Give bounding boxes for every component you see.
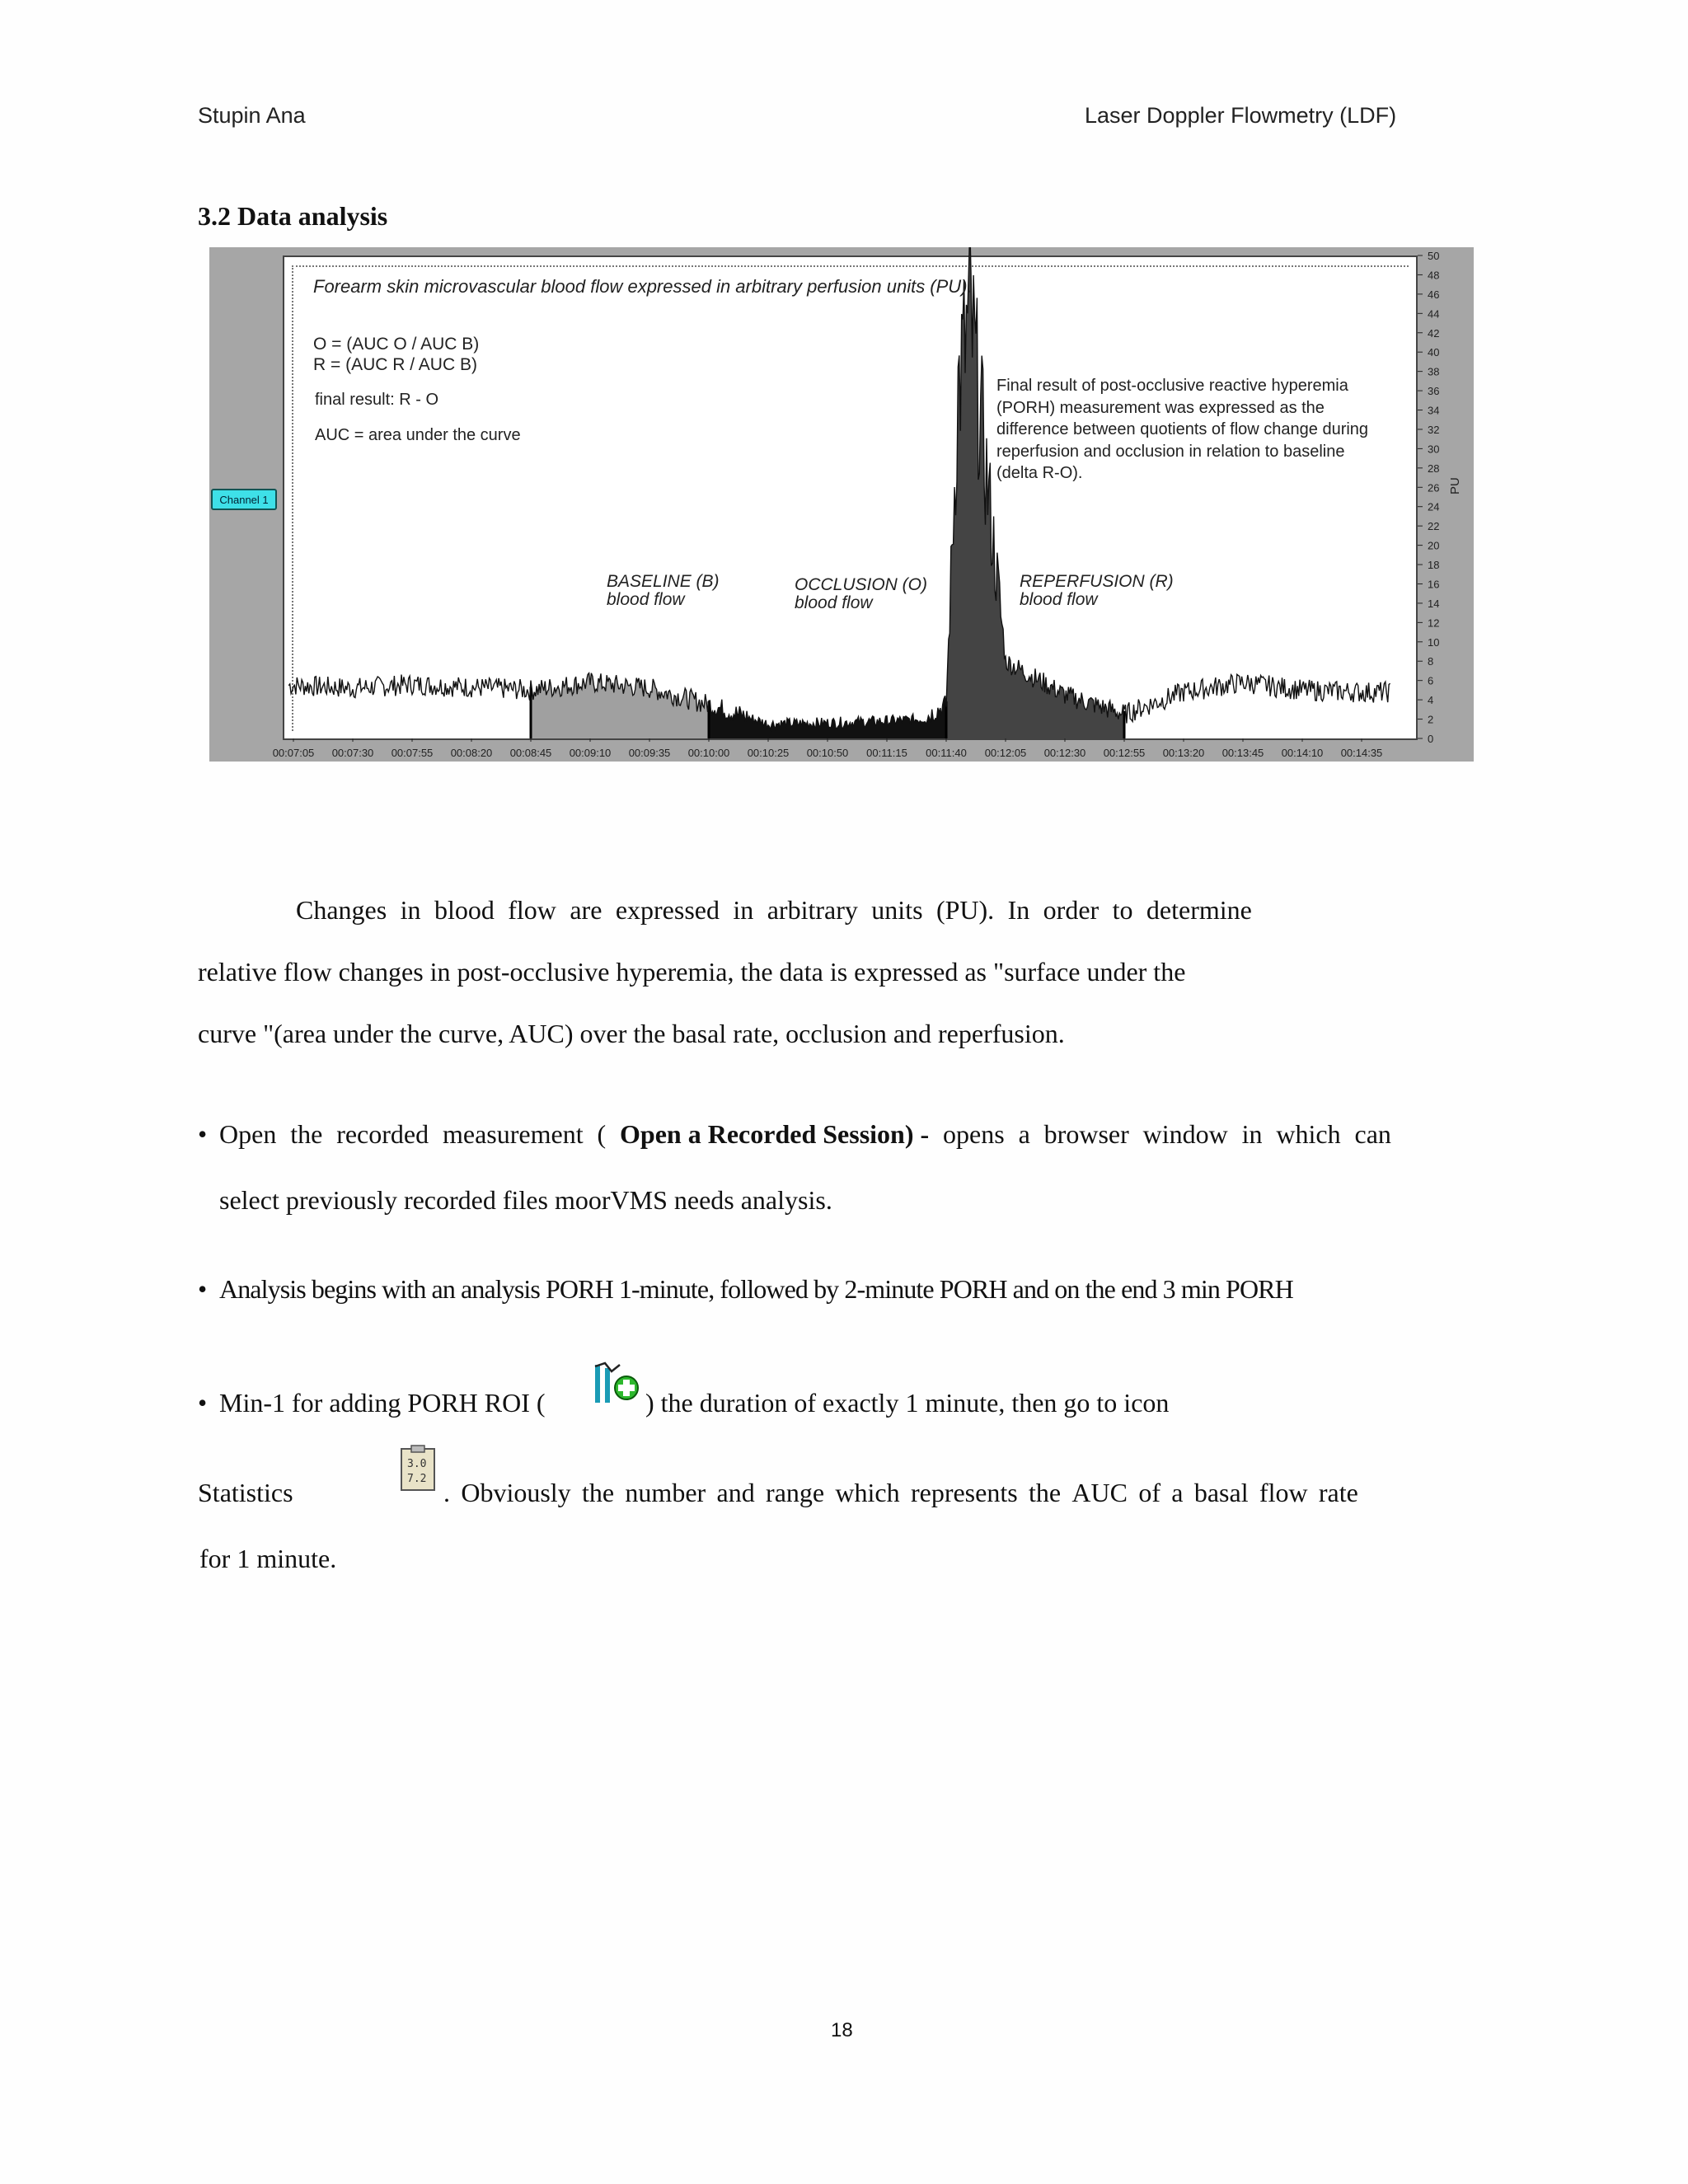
y-tick-label: 36 — [1428, 385, 1440, 398]
bullet-2-text: Analysis begins with an analysis PORH 1-minute, followed by 2-minute PORH and on the end 3 min PORH — [219, 1274, 1293, 1304]
x-tick-label: 00:12:30 — [1043, 747, 1086, 759]
bullet-word: the — [290, 1119, 323, 1149]
paragraph-word: in — [733, 895, 754, 925]
y-tick-label: 10 — [1428, 635, 1440, 649]
bullet-word: measurement — [443, 1119, 584, 1149]
bullet-3-line-3: for 1 minute. — [199, 1544, 337, 1573]
auc-definition: AUC = area under the curve — [315, 426, 521, 444]
bullet-word: range — [766, 1478, 825, 1507]
bullet-word: recorded — [336, 1119, 429, 1149]
y-tick-label: 4 — [1428, 694, 1434, 707]
bullet-word: rate — [1318, 1478, 1358, 1507]
x-tick-label: 00:14:10 — [1281, 747, 1324, 759]
reperfusion-label — [1020, 573, 1174, 609]
final-result-text: final result: R - O — [315, 391, 439, 409]
x-tick-label: 00:09:35 — [628, 747, 671, 759]
bullet-word: ( — [597, 1119, 607, 1149]
bullet-word: which — [835, 1478, 900, 1507]
x-tick-label: 00:13:45 — [1221, 747, 1264, 759]
x-tick-label: 00:08:20 — [450, 747, 493, 759]
bullet-word: of — [1138, 1478, 1160, 1507]
y-tick-label: 16 — [1428, 578, 1440, 591]
y-tick-label: 8 — [1428, 655, 1434, 668]
baseline-label — [607, 573, 720, 609]
bullet-word: and — [716, 1478, 755, 1507]
y-tick-label: 40 — [1428, 346, 1440, 359]
x-tick-label: 00:10:50 — [806, 747, 849, 759]
paragraph-word: determine — [1146, 895, 1252, 925]
bullet-word: . — [443, 1478, 450, 1507]
ldf-figure — [209, 247, 1474, 762]
bullet-1-line-1 — [219, 1121, 1391, 1147]
statistics-label: Statistics — [198, 1478, 293, 1507]
paragraph-word: blood — [434, 895, 495, 925]
occlusion-label-sub: blood flow — [795, 593, 873, 612]
bullet-word: Obviously — [461, 1478, 571, 1507]
bullet-word: a — [1171, 1478, 1184, 1507]
header-title: Laser Doppler Flowmetry (LDF) — [1085, 103, 1397, 128]
paragraph-1-line-1 — [296, 897, 1252, 923]
bullet-word: basal — [1193, 1478, 1249, 1507]
y-tick-label: 46 — [1428, 288, 1440, 301]
porh-note-line: Final result of post-occlusive reactive hyperemia — [996, 377, 1348, 395]
bullet-word: number — [625, 1478, 706, 1507]
paragraph-word: order — [1043, 895, 1100, 925]
figure-caption: Forearm skin microvascular blood flow expressed in arbitrary perfusion units (PU). — [313, 276, 973, 297]
x-tick-label: 00:12:05 — [984, 747, 1027, 759]
y-tick-label: 48 — [1428, 269, 1440, 282]
reperfusion-label-sub: blood flow — [1020, 590, 1098, 609]
bullet-3-pre: Min-1 for adding PORH ROI ( — [219, 1388, 546, 1418]
statistics-icon[interactable] — [398, 1444, 439, 1493]
occlusion-label-title: OCCLUSION (O) — [795, 575, 928, 594]
x-tick-label: 00:07:30 — [331, 747, 374, 759]
paragraph-word: units — [871, 895, 923, 925]
y-tick-label: 26 — [1428, 481, 1440, 494]
channel-1-button[interactable]: Channel 1 — [211, 489, 277, 510]
paragraph-word: flow — [508, 895, 556, 925]
series-line — [288, 247, 1390, 729]
y-tick-label: 44 — [1428, 307, 1440, 321]
y-tick-label: 18 — [1428, 559, 1440, 572]
bullet-marker: • — [198, 1388, 208, 1418]
porh-note-line: reperfusion and occlusion in relation to baseline — [996, 442, 1345, 461]
bullet-word: the — [1029, 1478, 1062, 1507]
paragraph-1-line-3: curve "(area under the curve, AUC) over the basal rate, occlusion and reperfusion. — [198, 1019, 1065, 1048]
x-tick-label: 00:07:05 — [272, 747, 315, 759]
formula-o: O = (AUC O / AUC B) — [313, 335, 480, 354]
section-title: 3.2 Data analysis — [198, 201, 388, 231]
x-tick-label: 00:11:15 — [866, 747, 907, 759]
y-tick-label: 42 — [1428, 326, 1440, 340]
bullet-1-line-2: select previously recorded files moorVMS needs analysis. — [219, 1185, 832, 1215]
baseline-label-title: BASELINE (B) — [607, 572, 720, 591]
y-tick-label: 28 — [1428, 462, 1440, 475]
y-tick-label: 22 — [1428, 520, 1440, 533]
x-tick-label: 00:07:55 — [391, 747, 434, 759]
page-number: 18 — [831, 2019, 853, 2041]
bullet-word: the — [582, 1478, 615, 1507]
y-tick-label: 50 — [1428, 250, 1440, 262]
bullet-word: opens — [943, 1119, 1005, 1149]
bullet-word: which — [1276, 1119, 1341, 1149]
x-tick-label: 00:08:45 — [509, 747, 552, 759]
bullet-word: Open — [219, 1119, 277, 1149]
porh-note-line: (delta R-O). — [996, 464, 1083, 482]
y-tick-label: 30 — [1428, 443, 1440, 456]
bullet-marker: • — [198, 1274, 208, 1304]
y-tick-label: 32 — [1428, 423, 1440, 436]
y-tick-label: 12 — [1428, 616, 1440, 630]
y-tick-label: 6 — [1428, 674, 1434, 687]
region-fill-baseline — [531, 673, 709, 738]
occlusion-label — [795, 576, 927, 612]
x-tick-label: 00:11:40 — [926, 747, 967, 759]
paragraph-word: Changes — [296, 895, 387, 925]
x-tick-label: 00:14:35 — [1340, 747, 1383, 759]
y-tick-label: 0 — [1428, 733, 1434, 745]
bullet-3-line-2 — [443, 1479, 1358, 1506]
add-porh-roi-icon[interactable] — [592, 1360, 641, 1409]
bullet-marker: • — [198, 1119, 208, 1149]
open-recorded-session-text: Open a Recorded Session) - — [620, 1119, 930, 1149]
x-tick-label: 00:10:25 — [747, 747, 790, 759]
bullet-word: represents — [910, 1478, 1018, 1507]
bullet-3-post: ) the duration of exactly 1 minute, then go to icon — [645, 1388, 1170, 1418]
y-tick-label: 2 — [1428, 713, 1434, 726]
paragraph-word: are — [570, 895, 603, 925]
x-tick-label: 00:09:10 — [569, 747, 612, 759]
y-tick-label: 20 — [1428, 539, 1440, 552]
bullet-word: a — [1018, 1119, 1030, 1149]
y-tick-label: 34 — [1428, 404, 1440, 417]
paragraph-1-line-2: relative flow changes in post-occlusive hyperemia, the data is expressed as "surface under the — [198, 957, 1186, 987]
porh-note-line: (PORH) measurement was expressed as the — [996, 398, 1325, 417]
bullet-word: can — [1354, 1119, 1391, 1149]
ldf-chart — [209, 247, 1474, 762]
paragraph-word: in — [400, 895, 421, 925]
porh-note-line: difference between quotients of flow change during — [996, 420, 1369, 438]
bullet-word: flow — [1259, 1478, 1308, 1507]
bullet-word: in — [1241, 1119, 1263, 1149]
y-tick-label: 14 — [1428, 597, 1440, 610]
x-tick-label: 00:12:55 — [1103, 747, 1146, 759]
paragraph-word: to — [1112, 895, 1133, 925]
svg-text:7.2: 7.2 — [407, 1473, 427, 1485]
reperfusion-label-title: REPERFUSION (R) — [1020, 572, 1174, 591]
y-tick-label: 38 — [1428, 365, 1440, 378]
paragraph-word: arbitrary — [767, 895, 858, 925]
y-axis-label: PU — [1448, 477, 1462, 494]
paragraph-word: (PU). — [935, 895, 995, 925]
paragraph-word: In — [1007, 895, 1030, 925]
y-tick-label: 24 — [1428, 500, 1440, 513]
baseline-label-sub: blood flow — [607, 590, 685, 609]
x-tick-label: 00:10:00 — [687, 747, 730, 759]
paragraph-word: expressed — [615, 895, 720, 925]
formula-r: R = (AUC R / AUC B) — [313, 355, 477, 374]
porh-note — [996, 375, 1368, 485]
bullet-word: browser — [1043, 1119, 1129, 1149]
svg-text:3.0: 3.0 — [407, 1458, 427, 1470]
bullet-word: AUC — [1071, 1478, 1128, 1507]
bullet-word: window — [1142, 1119, 1228, 1149]
header-author: Stupin Ana — [198, 103, 306, 128]
x-tick-label: 00:13:20 — [1162, 747, 1205, 759]
